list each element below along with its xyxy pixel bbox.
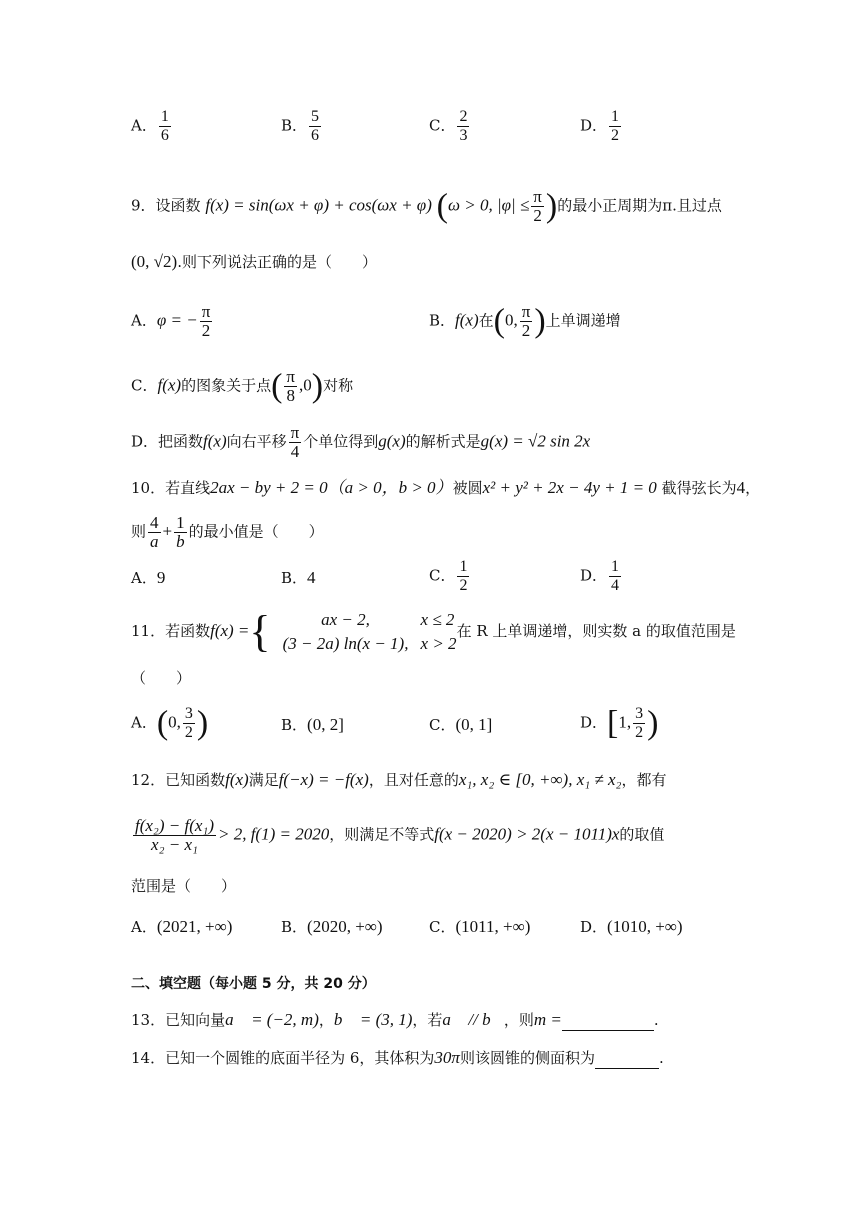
answer-blank[interactable] [562, 1010, 654, 1031]
q10-option-a: A．9 [131, 568, 166, 587]
q12-stem: 12．已知函数f(x)满足f(−x) = −f(x)，且对任意的x₁, x₂ ∈ [0, +∞), x₁ ≠ x₂，都有 [131, 770, 667, 789]
q10-option-c: C． $\frac{1}{2}$ [429, 558, 468, 594]
q12-option-c: C．(1011, +∞) [429, 917, 531, 936]
q12-stem-line2: $\frac{\text{f(x₂) − f(x₁)}}{\text{x₂ − x₁}}$ > 2, f(1) = 2020，则满足不等式f(x − 2020) > 2(x − 1011)x的取值 [135, 816, 665, 854]
q11-paren: （ ） [131, 669, 192, 687]
q9-stem: 9．设函数 f(x) = sin(ωx + φ) + cos(ωx + φ) (ω > 0, |φ| ≤ $\frac{\pi}{2}$ )的最小正周期为π.且过点 [131, 187, 722, 225]
answer-blank[interactable] [595, 1048, 659, 1069]
q11-option-a: A．(0, $\frac{3}{2}$ ) [131, 704, 209, 742]
fraction: $\frac{1}{6}$ [160, 108, 169, 144]
q9-stem-line2: (0, √2).则下列说法正确的是（ ） [131, 252, 377, 271]
q13-stem: 13．已知向量a⃗ = (−2, m)，b⃗ = (3, 1)，若a⃗ // b⃗，则m = . [131, 1010, 659, 1029]
q8-option-d: D． $\frac{1}{2}$ [580, 108, 620, 144]
q10-option-d: D． $\frac{1}{4}$ [580, 558, 620, 594]
q12-option-d: D．(1010, +∞) [580, 917, 683, 936]
q9-option-a: A．φ = − $\frac{\pi}{2}$ [131, 302, 211, 340]
q11-option-d: D．[1, $\frac{3}{2}$ ) [580, 704, 659, 742]
q8-option-c: C． $\frac{2}{3}$ [429, 108, 468, 144]
q12-stem-line3: 范围是（ ） [131, 877, 237, 895]
q11-option-b: B．(0, 2] [281, 715, 344, 734]
section-heading: 二、填空题（每小题 5 分，共 20 分） [131, 976, 376, 992]
fraction: $\frac{1}{2}$ [611, 108, 620, 144]
q10-option-b: B．4 [281, 568, 316, 587]
q14-stem: 14．已知一个圆锥的底面半径为 6，其体积为30π则该圆锥的侧面积为 . [131, 1048, 664, 1067]
q10-stem-line2: 则 $\frac{4}{a}$ + $\frac{1}{b}$ 的最小值是（ ） [131, 513, 324, 551]
q9-option-d: D．把函数f(x)向右平移 $\frac{\pi}{4}$ 个单位得到g(x)的解析式是g(x) = √2 sin 2x [131, 423, 591, 461]
fraction: $\frac{5}{6}$ [311, 108, 320, 144]
q8-option-b: B． $\frac{5}{6}$ [281, 108, 320, 144]
q9-option-b: B．f(x)在(0, $\frac{\pi}{2}$ )上单调递增 [429, 302, 621, 340]
q10-stem: 10．若直线2ax − by + 2 = 0（a > 0，b > 0）被圆x² + y² + 2x − 4y + 1 = 0 截得弦长为4， [131, 478, 761, 497]
q9-option-c: C．f(x)的图象关于点( $\frac{\pi}{8}$ ,0)对称 [131, 367, 354, 405]
q11-option-c: C．(0, 1] [429, 715, 493, 734]
piecewise-system: ax − 2, x ≤ 2 (3 − 2a) ln(x − 1), x > 2 [282, 610, 457, 653]
q8-option-a: A． $\frac{1}{6}$ [131, 108, 169, 144]
q12-option-a: A．(2021, +∞) [131, 917, 233, 936]
q11-stem: 11．若函数f(x) ={ ax − 2, x ≤ 2 (3 − 2a) ln(x − 1), x > 2 在 R 上单调递增，则实数 a 的取值范围是 [131, 607, 736, 656]
fraction: $\frac{2}{3}$ [459, 108, 468, 144]
q12-option-b: B．(2020, +∞) [281, 917, 383, 936]
